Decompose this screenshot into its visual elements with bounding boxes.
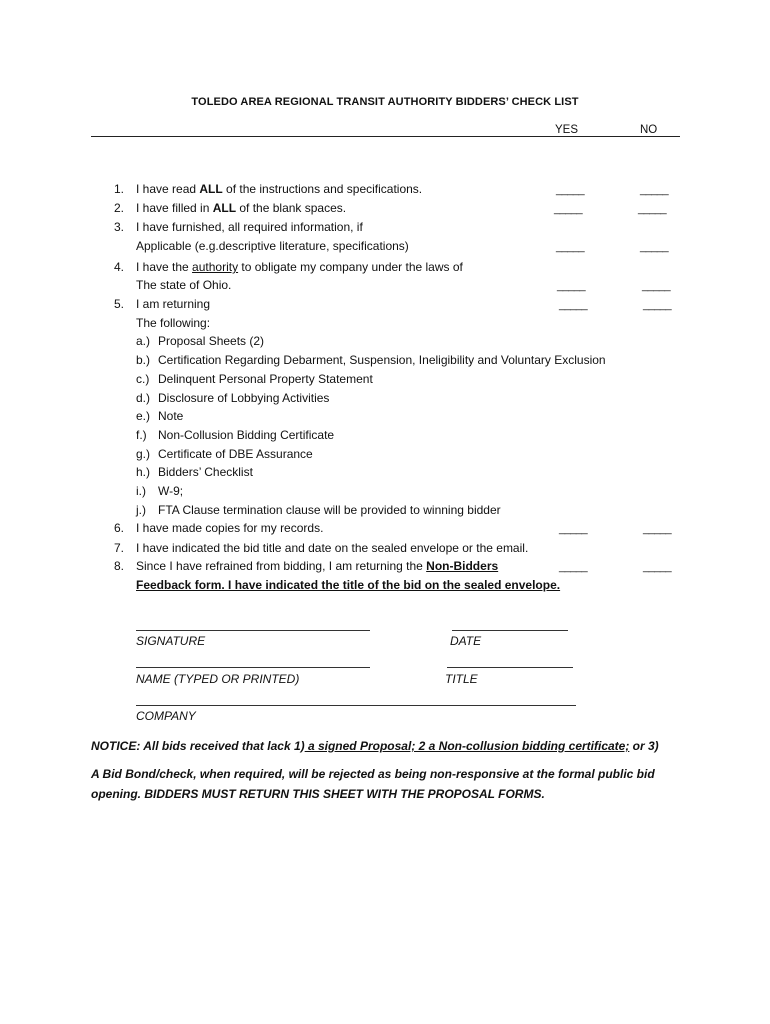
sub-item-text: W-9;	[158, 484, 184, 498]
sub-letter: j.)	[136, 503, 146, 517]
sub-item-text: Disclosure of Lobbying Activities	[158, 391, 330, 405]
item-number: 2.	[113, 201, 124, 215]
yes-column-header: YES	[555, 124, 579, 136]
sub-item-text: Delinquent Personal Property Statement	[158, 372, 373, 386]
item-number: 7.	[113, 541, 124, 555]
date-line[interactable]	[452, 630, 568, 631]
title-label: TITLE	[445, 672, 478, 686]
checklist-item-8-cont: Feedback form. I have indicated the title of the bid on the sealed envelope.	[136, 578, 561, 592]
yes-blank[interactable]: _____	[554, 203, 583, 215]
yes-blank[interactable]: _____	[559, 561, 588, 573]
checklist-item-2: I have filled in ALL of the blank spaces.	[136, 201, 347, 215]
item-number: 5.	[113, 297, 124, 311]
checklist-item-7: I have indicated the bid title and date on the sealed envelope or the email.	[136, 541, 529, 555]
header-rule	[91, 136, 680, 137]
title-line[interactable]	[447, 667, 573, 668]
checklist-item-8: Since I have refrained from bidding, I am returning the Non-Bidders	[136, 559, 499, 573]
yes-blank[interactable]: _____	[556, 241, 585, 253]
sub-item-text: Certificate of DBE Assurance	[158, 447, 313, 461]
sub-letter: b.)	[136, 353, 151, 367]
page-title: TOLEDO AREA REGIONAL TRANSIT AUTHORITY BIDDERS’ CHECK LIST	[191, 96, 579, 108]
signature-label: SIGNATURE	[136, 634, 206, 648]
notice-line-3: opening. BIDDERS MUST RETURN THIS SHEET WITH THE PROPOSAL FORMS.	[91, 787, 545, 801]
sub-item-text: FTA Clause termination clause will be provided to winning bidder	[158, 503, 501, 517]
sub-item-text: Non-Collusion Bidding Certificate	[158, 428, 335, 442]
checklist-item-3: I have furnished, all required information, if	[136, 220, 363, 234]
name-label: NAME (TYPED OR PRINTED)	[136, 672, 300, 686]
sub-letter: h.)	[136, 465, 151, 479]
company-label: COMPANY	[136, 709, 196, 723]
sub-letter: a.)	[136, 334, 151, 348]
sub-letter: d.)	[136, 391, 151, 405]
sub-item-text: Bidders’ Checklist	[158, 465, 253, 479]
checklist-item-5: I am returning	[136, 297, 211, 311]
no-blank[interactable]: _____	[640, 241, 669, 253]
signature-line[interactable]	[136, 630, 370, 631]
checklist-item-4: I have the authority to obligate my company under the laws of	[136, 260, 463, 274]
sub-letter: g.)	[136, 447, 151, 461]
no-blank[interactable]: _____	[643, 561, 672, 573]
sub-item-text: Note	[158, 409, 184, 423]
name-line[interactable]	[136, 667, 370, 668]
no-blank[interactable]: _____	[643, 299, 672, 311]
sub-letter: f.)	[136, 428, 147, 442]
yes-blank[interactable]: _____	[559, 523, 588, 535]
item-number: 3.	[113, 220, 124, 234]
yes-blank[interactable]: _____	[559, 299, 588, 311]
no-blank[interactable]: _____	[640, 184, 669, 196]
item-number: 6.	[113, 521, 124, 535]
sub-letter: c.)	[136, 372, 150, 386]
yes-blank[interactable]: _____	[557, 280, 586, 292]
notice-line-2: A Bid Bond/check, when required, will be rejected as being non-responsive at the formal public bid	[91, 767, 655, 781]
notice-line-1: NOTICE: All bids received that lack 1) a signed Proposal; 2 a Non-collusion bidding certificate; or 3)	[91, 739, 659, 753]
date-label: DATE	[450, 634, 482, 648]
item-number: 4.	[113, 260, 124, 274]
checklist-item-3-cont: Applicable (e.g.descriptive literature, specifications)	[136, 239, 409, 253]
item-number: 8.	[113, 559, 124, 573]
sub-item-text: Proposal Sheets (2)	[158, 334, 265, 348]
no-column-header: NO	[640, 124, 658, 136]
checklist-item-5-cont: The following:	[136, 316, 211, 330]
yes-blank[interactable]: _____	[556, 184, 585, 196]
no-blank[interactable]: _____	[638, 203, 667, 215]
sub-letter: i.)	[136, 484, 146, 498]
checklist-item-6: I have made copies for my records.	[136, 521, 324, 535]
sub-item-text: Certification Regarding Debarment, Suspension, Ineligibility and Voluntary Exclusion	[158, 353, 606, 367]
no-blank[interactable]: _____	[642, 280, 671, 292]
no-blank[interactable]: _____	[643, 523, 672, 535]
checklist-item-1: I have read ALL of the instructions and specifications.	[136, 182, 423, 196]
company-line[interactable]	[136, 705, 576, 706]
sub-letter: e.)	[136, 409, 151, 423]
checklist-item-4-cont: The state of Ohio.	[136, 278, 232, 292]
item-number: 1.	[113, 182, 124, 196]
